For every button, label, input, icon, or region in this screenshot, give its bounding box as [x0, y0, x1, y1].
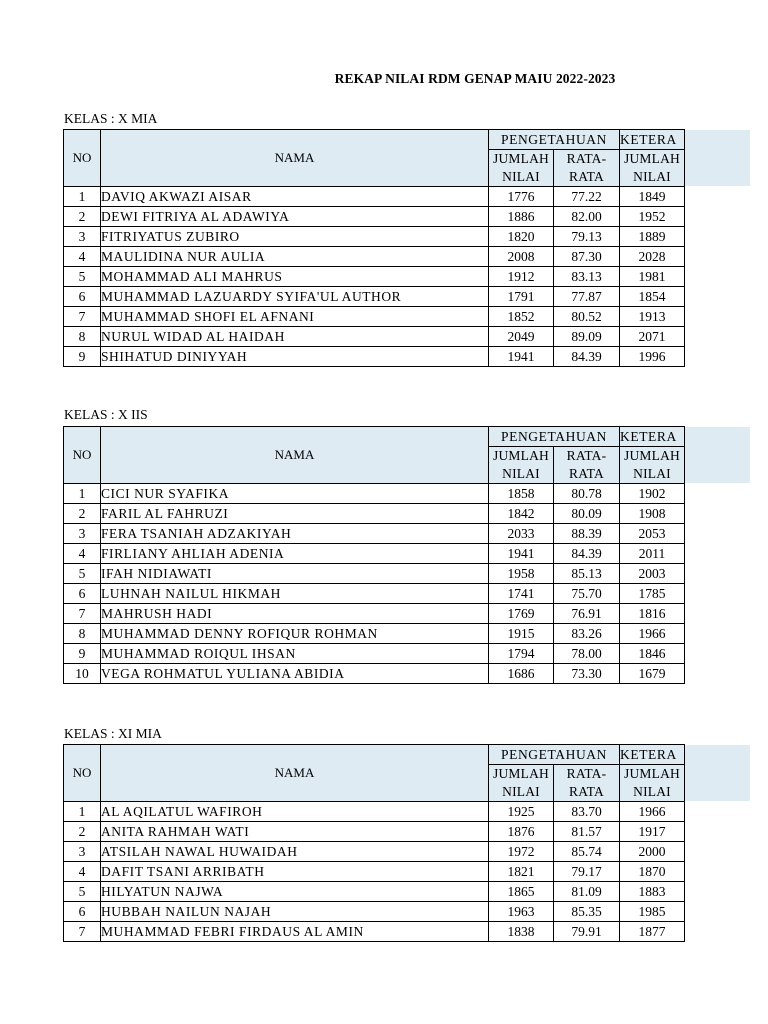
table-row: [64, 307, 685, 327]
keterampilan-jumlah-value: 2000: [620, 842, 685, 862]
table-row: [64, 922, 685, 942]
jumlah-nilai-value: 1886: [489, 207, 554, 227]
row-number: 9: [64, 644, 101, 664]
rata-rata-value: 77.22: [554, 187, 620, 207]
jumlah-nilai-value: 2049: [489, 327, 554, 347]
row-number: 4: [64, 247, 101, 267]
jumlah-nilai-value: 1821: [489, 862, 554, 882]
keterampilan-jumlah-value: 1966: [620, 624, 685, 644]
table-row: [64, 267, 685, 287]
jumlah-nilai-value: 1769: [489, 604, 554, 624]
table-row: [64, 604, 685, 624]
row-number: 9: [64, 347, 101, 367]
keterampilan-jumlah-value: 1816: [620, 604, 685, 624]
row-number: 2: [64, 207, 101, 227]
column-header-jumlah-nilai-ket: JUMLAH NILAI: [620, 447, 685, 484]
jumlah-nilai-value: 1741: [489, 584, 554, 604]
student-name: MUHAMMAD DENNY ROFIQUR ROHMAN: [101, 624, 489, 644]
column-group-pengetahuan: PENGETAHUAN: [489, 745, 620, 765]
keterampilan-jumlah-value: 1889: [620, 227, 685, 247]
keterampilan-jumlah-value: 2028: [620, 247, 685, 267]
student-name: AL AQILATUL WAFIROH: [101, 802, 489, 822]
jumlah-nilai-value: 1842: [489, 504, 554, 524]
rata-rata-value: 84.39: [554, 544, 620, 564]
score-table: [63, 129, 685, 367]
rata-rata-value: 83.70: [554, 802, 620, 822]
rata-rata-value: 84.39: [554, 347, 620, 367]
table-row: [64, 327, 685, 347]
column-header-rata-rata: RATA- RATA: [554, 765, 620, 802]
column-header-no: NO: [64, 427, 101, 484]
keterampilan-jumlah-value: 1877: [620, 922, 685, 942]
keterampilan-jumlah-value: 1985: [620, 902, 685, 922]
student-name: MUHAMMAD SHOFI EL AFNANI: [101, 307, 489, 327]
column-header-nama: NAMA: [101, 130, 489, 187]
student-name: FITRIYATUS ZUBIRO: [101, 227, 489, 247]
row-number: 7: [64, 307, 101, 327]
row-number: 7: [64, 604, 101, 624]
column-group-pengetahuan: PENGETAHUAN: [489, 130, 620, 150]
column-header-no: NO: [64, 745, 101, 802]
jumlah-nilai-value: 1925: [489, 802, 554, 822]
jumlah-nilai-value: 1838: [489, 922, 554, 942]
keterampilan-jumlah-value: 1908: [620, 504, 685, 524]
student-name: MUHAMMAD ROIQUL IHSAN: [101, 644, 489, 664]
column-group-ketera: KETERA: [620, 130, 685, 150]
table-row: [64, 347, 685, 367]
row-number: 3: [64, 842, 101, 862]
score-table: [63, 426, 685, 684]
keterampilan-jumlah-value: 1981: [620, 267, 685, 287]
table-row: [64, 664, 685, 684]
student-name: IFAH NIDIAWATI: [101, 564, 489, 584]
rata-rata-value: 73.30: [554, 664, 620, 684]
rata-rata-value: 89.09: [554, 327, 620, 347]
row-number: 1: [64, 484, 101, 504]
column-header-nama: NAMA: [101, 427, 489, 484]
column-header-jumlah-nilai: JUMLAH NILAI: [489, 447, 554, 484]
table-row: [64, 247, 685, 267]
row-number: 4: [64, 544, 101, 564]
table-row: [64, 187, 685, 207]
student-name: NURUL WIDAD AL HAIDAH: [101, 327, 489, 347]
table-row: [64, 862, 685, 882]
row-number: 5: [64, 267, 101, 287]
rata-rata-value: 80.78: [554, 484, 620, 504]
table-row: [64, 882, 685, 902]
keterampilan-jumlah-value: 1917: [620, 822, 685, 842]
table-row: [64, 842, 685, 862]
column-group-pengetahuan: PENGETAHUAN: [489, 427, 620, 447]
jumlah-nilai-value: 1941: [489, 347, 554, 367]
keterampilan-jumlah-value: 1902: [620, 484, 685, 504]
column-group-ketera: KETERA: [620, 745, 685, 765]
rata-rata-value: 88.39: [554, 524, 620, 544]
rata-rata-value: 78.00: [554, 644, 620, 664]
row-number: 6: [64, 287, 101, 307]
row-number: 3: [64, 227, 101, 247]
keterampilan-jumlah-value: 1849: [620, 187, 685, 207]
student-name: HILYATUN NAJWA: [101, 882, 489, 902]
rata-rata-value: 82.00: [554, 207, 620, 227]
row-number: 5: [64, 882, 101, 902]
page-title: REKAP NILAI RDM GENAP MAIU 2022-2023: [334, 71, 616, 86]
row-number: 3: [64, 524, 101, 544]
student-name: LUHNAH NAILUL HIKMAH: [101, 584, 489, 604]
jumlah-nilai-value: 1791: [489, 287, 554, 307]
keterampilan-jumlah-value: 2071: [620, 327, 685, 347]
class-label: KELAS : X MIA: [64, 111, 158, 126]
jumlah-nilai-value: 1858: [489, 484, 554, 504]
jumlah-nilai-value: 1686: [489, 664, 554, 684]
keterampilan-jumlah-value: 2053: [620, 524, 685, 544]
student-name: SHIHATUD DINIYYAH: [101, 347, 489, 367]
student-name: DAFIT TSANI ARRIBATH: [101, 862, 489, 882]
keterampilan-jumlah-value: 1952: [620, 207, 685, 227]
jumlah-nilai-value: 1865: [489, 882, 554, 902]
rata-rata-value: 85.13: [554, 564, 620, 584]
table-row: [64, 564, 685, 584]
row-number: 6: [64, 584, 101, 604]
student-name: FIRLIANY AHLIAH ADENIA: [101, 544, 489, 564]
student-name: ATSILAH NAWAL HUWAIDAH: [101, 842, 489, 862]
row-number: 8: [64, 624, 101, 644]
column-header-rata-rata: RATA- RATA: [554, 447, 620, 484]
table-row: [64, 802, 685, 822]
jumlah-nilai-value: 2033: [489, 524, 554, 544]
score-table: [63, 744, 685, 942]
column-header-jumlah-nilai-ket: JUMLAH NILAI: [620, 150, 685, 187]
student-name: CICI NUR SYAFIKA: [101, 484, 489, 504]
keterampilan-jumlah-value: 1846: [620, 644, 685, 664]
table-row: [64, 584, 685, 604]
rata-rata-value: 80.09: [554, 504, 620, 524]
class-label: KELAS : X IIS: [64, 407, 148, 422]
row-number: 7: [64, 922, 101, 942]
column-header-nama: NAMA: [101, 745, 489, 802]
student-name: MAULIDINA NUR AULIA: [101, 247, 489, 267]
student-name: MUHAMMAD FEBRI FIRDAUS AL AMIN: [101, 922, 489, 942]
student-name: FARIL AL FAHRUZI: [101, 504, 489, 524]
keterampilan-jumlah-value: 1679: [620, 664, 685, 684]
student-name: FERA TSANIAH ADZAKIYAH: [101, 524, 489, 544]
jumlah-nilai-value: 1963: [489, 902, 554, 922]
row-number: 2: [64, 504, 101, 524]
keterampilan-jumlah-value: 1883: [620, 882, 685, 902]
column-header-jumlah-nilai-ket: JUMLAH NILAI: [620, 765, 685, 802]
rata-rata-value: 85.35: [554, 902, 620, 922]
row-number: 10: [64, 664, 101, 684]
row-number: 6: [64, 902, 101, 922]
table-row: [64, 902, 685, 922]
student-name: DAVIQ AKWAZI AISAR: [101, 187, 489, 207]
student-name: MOHAMMAD ALI MAHRUS: [101, 267, 489, 287]
table-row: [64, 484, 685, 504]
jumlah-nilai-value: 2008: [489, 247, 554, 267]
jumlah-nilai-value: 1958: [489, 564, 554, 584]
keterampilan-jumlah-value: 2011: [620, 544, 685, 564]
jumlah-nilai-value: 1972: [489, 842, 554, 862]
column-header-jumlah-nilai: JUMLAH NILAI: [489, 150, 554, 187]
rata-rata-value: 87.30: [554, 247, 620, 267]
rata-rata-value: 79.91: [554, 922, 620, 942]
keterampilan-jumlah-value: 1854: [620, 287, 685, 307]
keterampilan-jumlah-value: 1996: [620, 347, 685, 367]
jumlah-nilai-value: 1794: [489, 644, 554, 664]
row-number: 4: [64, 862, 101, 882]
rata-rata-value: 79.13: [554, 227, 620, 247]
table-row: [64, 624, 685, 644]
student-name: MAHRUSH HADI: [101, 604, 489, 624]
column-header-rata-rata: RATA- RATA: [554, 150, 620, 187]
row-number: 2: [64, 822, 101, 842]
jumlah-nilai-value: 1912: [489, 267, 554, 287]
student-name: HUBBAH NAILUN NAJAH: [101, 902, 489, 922]
column-group-ketera: KETERA: [620, 427, 685, 447]
rata-rata-value: 76.91: [554, 604, 620, 624]
keterampilan-jumlah-value: 1785: [620, 584, 685, 604]
rata-rata-value: 83.26: [554, 624, 620, 644]
rata-rata-value: 77.87: [554, 287, 620, 307]
keterampilan-jumlah-value: 1913: [620, 307, 685, 327]
row-number: 1: [64, 802, 101, 822]
student-name: DEWI FITRIYA AL ADAWIYA: [101, 207, 489, 227]
column-header-no: NO: [64, 130, 101, 187]
rata-rata-value: 80.52: [554, 307, 620, 327]
jumlah-nilai-value: 1852: [489, 307, 554, 327]
class-label: KELAS : XI MIA: [64, 726, 162, 741]
student-name: ANITA RAHMAH WATI: [101, 822, 489, 842]
table-row: [64, 644, 685, 664]
jumlah-nilai-value: 1820: [489, 227, 554, 247]
jumlah-nilai-value: 1941: [489, 544, 554, 564]
table-row: [64, 822, 685, 842]
row-number: 8: [64, 327, 101, 347]
rata-rata-value: 85.74: [554, 842, 620, 862]
keterampilan-jumlah-value: 1966: [620, 802, 685, 822]
rata-rata-value: 81.57: [554, 822, 620, 842]
rata-rata-value: 83.13: [554, 267, 620, 287]
keterampilan-jumlah-value: 2003: [620, 564, 685, 584]
table-row: [64, 504, 685, 524]
row-number: 1: [64, 187, 101, 207]
table-row: [64, 207, 685, 227]
table-row: [64, 524, 685, 544]
rata-rata-value: 79.17: [554, 862, 620, 882]
jumlah-nilai-value: 1776: [489, 187, 554, 207]
table-row: [64, 287, 685, 307]
table-row: [64, 544, 685, 564]
student-name: MUHAMMAD LAZUARDY SYIFA'UL AUTHOR: [101, 287, 489, 307]
rata-rata-value: 81.09: [554, 882, 620, 902]
jumlah-nilai-value: 1876: [489, 822, 554, 842]
student-name: VEGA ROHMATUL YULIANA ABIDIA: [101, 664, 489, 684]
table-row: [64, 227, 685, 247]
keterampilan-jumlah-value: 1870: [620, 862, 685, 882]
row-number: 5: [64, 564, 101, 584]
jumlah-nilai-value: 1915: [489, 624, 554, 644]
rata-rata-value: 75.70: [554, 584, 620, 604]
column-header-jumlah-nilai: JUMLAH NILAI: [489, 765, 554, 802]
